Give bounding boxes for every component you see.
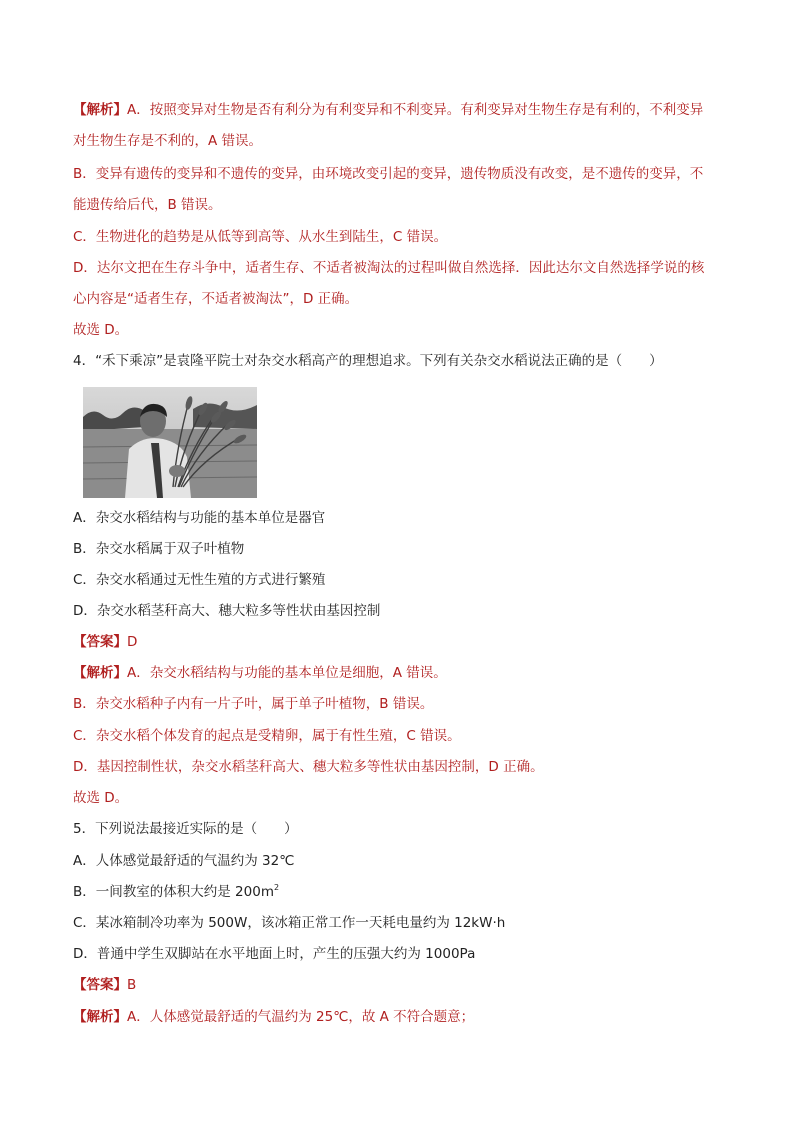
conclusion-line: 故选 D。 xyxy=(73,322,129,338)
option-b-text: B．一间教室的体积大约是 200m xyxy=(73,884,274,900)
analysis-line-6: D．达尔文把在生存斗争中，适者生存、不适者被淘汰的过程叫做自然选择．因此达尔文自然选择学说的核 xyxy=(73,260,705,276)
option-b-superscript: 2 xyxy=(273,883,280,892)
question-4-analysis-line-2: B．杂交水稻种子内有一片子叶，属于单子叶植物，B 错误。 xyxy=(73,696,434,712)
analysis-line-7: 心内容是“适者生存，不适者被淘汰”，D 正确。 xyxy=(73,291,359,307)
answer-tag: 【答案】 xyxy=(73,634,127,650)
question-4-analysis-line-4: D．基因控制性状，杂交水稻茎秆高大、穗大粒多等性状由基因控制，D 正确。 xyxy=(73,759,544,775)
answer-tag: 【答案】 xyxy=(73,977,127,993)
question-4-conclusion: 故选 D。 xyxy=(73,790,129,806)
analysis-line-2: 对生物生存是不利的，A 错误。 xyxy=(73,133,263,149)
question-4-option-b: B．杂交水稻属于双子叶植物 xyxy=(73,541,245,557)
question-4-analysis-line-3: C．杂交水稻个体发育的起点是受精卵，属于有性生殖，C 错误。 xyxy=(73,728,461,744)
question-4-stem: 4．“禾下乘凉”是袁隆平院士对杂交水稻高产的理想追求。下列有关杂交水稻说法正确的是（ ） xyxy=(73,353,663,369)
analysis-line-3: B．变异有遗传的变异和不遗传的变异，由环境改变引起的变异，遗传物质没有改变，是不遗传的变异，不 xyxy=(73,166,704,182)
question-5-option-d: D．普通中学生双脚站在水平地面上时，产生的压强大约为 1000Pa xyxy=(73,946,476,962)
question-5-analysis-line-1 xyxy=(73,1008,474,1026)
analysis-text: A．按照变异对生物是否有利分为有利变异和不利变异。有利变异对生物生存是有利的，不利变异 xyxy=(127,102,704,118)
analysis-tag: 【解析】 xyxy=(73,665,127,681)
analysis-tag: 【解析】 xyxy=(73,102,127,118)
question-5-option-b xyxy=(73,883,279,901)
question-5-option-a: A．人体感觉最舒适的气温约为 32℃ xyxy=(73,853,295,869)
question-5-answer xyxy=(73,976,136,994)
rice-farmer-photo xyxy=(83,387,257,498)
analysis-line-5: C．生物进化的趋势是从低等到高等、从水生到陆生，C 错误。 xyxy=(73,229,448,245)
answer-value: B xyxy=(127,977,137,993)
question-4-answer xyxy=(73,633,137,651)
analysis-text: A．杂交水稻结构与功能的基本单位是细胞，A 错误。 xyxy=(127,665,447,681)
question-4-option-d: D．杂交水稻茎秆高大、穗大粒多等性状由基因控制 xyxy=(73,603,381,619)
answer-value: D xyxy=(127,634,138,650)
question-4-analysis-line-1 xyxy=(73,664,447,682)
question-4-option-c: C．杂交水稻通过无性生殖的方式进行繁殖 xyxy=(73,572,326,588)
analysis-tag: 【解析】 xyxy=(73,1009,127,1025)
question-4-option-a: A．杂交水稻结构与功能的基本单位是器官 xyxy=(73,510,326,526)
analysis-line-1 xyxy=(73,101,703,119)
analysis-text: A．人体感觉最舒适的气温约为 25℃，故 A 不符合题意； xyxy=(127,1009,475,1025)
analysis-line-4: 能遗传给后代，B 错误。 xyxy=(73,197,222,213)
question-5-stem: 5．下列说法最接近实际的是（ ） xyxy=(73,821,298,837)
question-5-option-c: C．某冰箱制冷功率为 500W，该冰箱正常工作一天耗电量约为 12kW·h xyxy=(73,915,506,931)
